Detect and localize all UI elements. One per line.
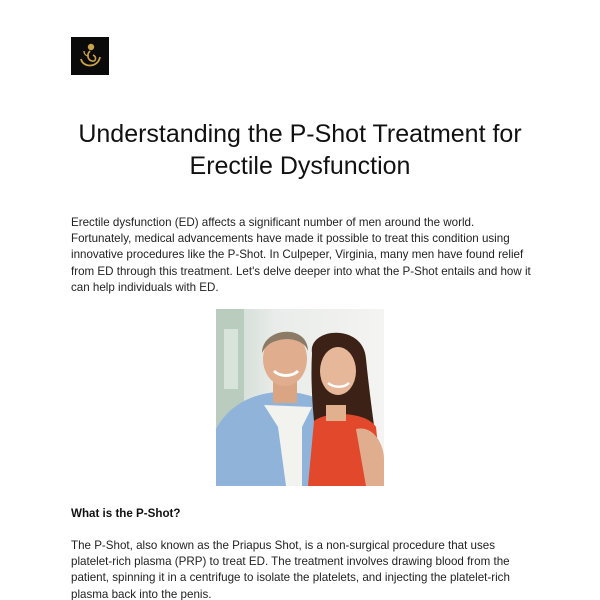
clinic-logo-icon — [71, 37, 109, 75]
intro-paragraph: Erectile dysfunction (ED) affects a significant number of men around the world. Fortunately, medical advancements have made it possible to treat this condition using innovative procedures like the P-Shot. In Culpeper, Virginia, many men have found relief from ED through this treatment. Let's delve deeper into what the P-Shot entails and how it can help individuals with ED. — [71, 216, 531, 294]
section-heading: What is the P-Shot? — [71, 507, 181, 520]
section-paragraph: The P-Shot, also known as the Priapus Shot, is a non-surgical procedure that uses platelet-rich plasma (PRP) to treat ED. The treatment involves drawing blood from the patient, spinning it in a centrifuge to isolate the platelets, and injecting the platelet-rich plasma back into the penis. — [71, 539, 510, 600]
couple-photo — [216, 309, 384, 486]
page-title: Understanding the P-Shot Treatment for Erectile Dysfunction — [78, 120, 522, 180]
clinic-logo — [71, 37, 109, 75]
couple-photo-image — [216, 309, 384, 486]
